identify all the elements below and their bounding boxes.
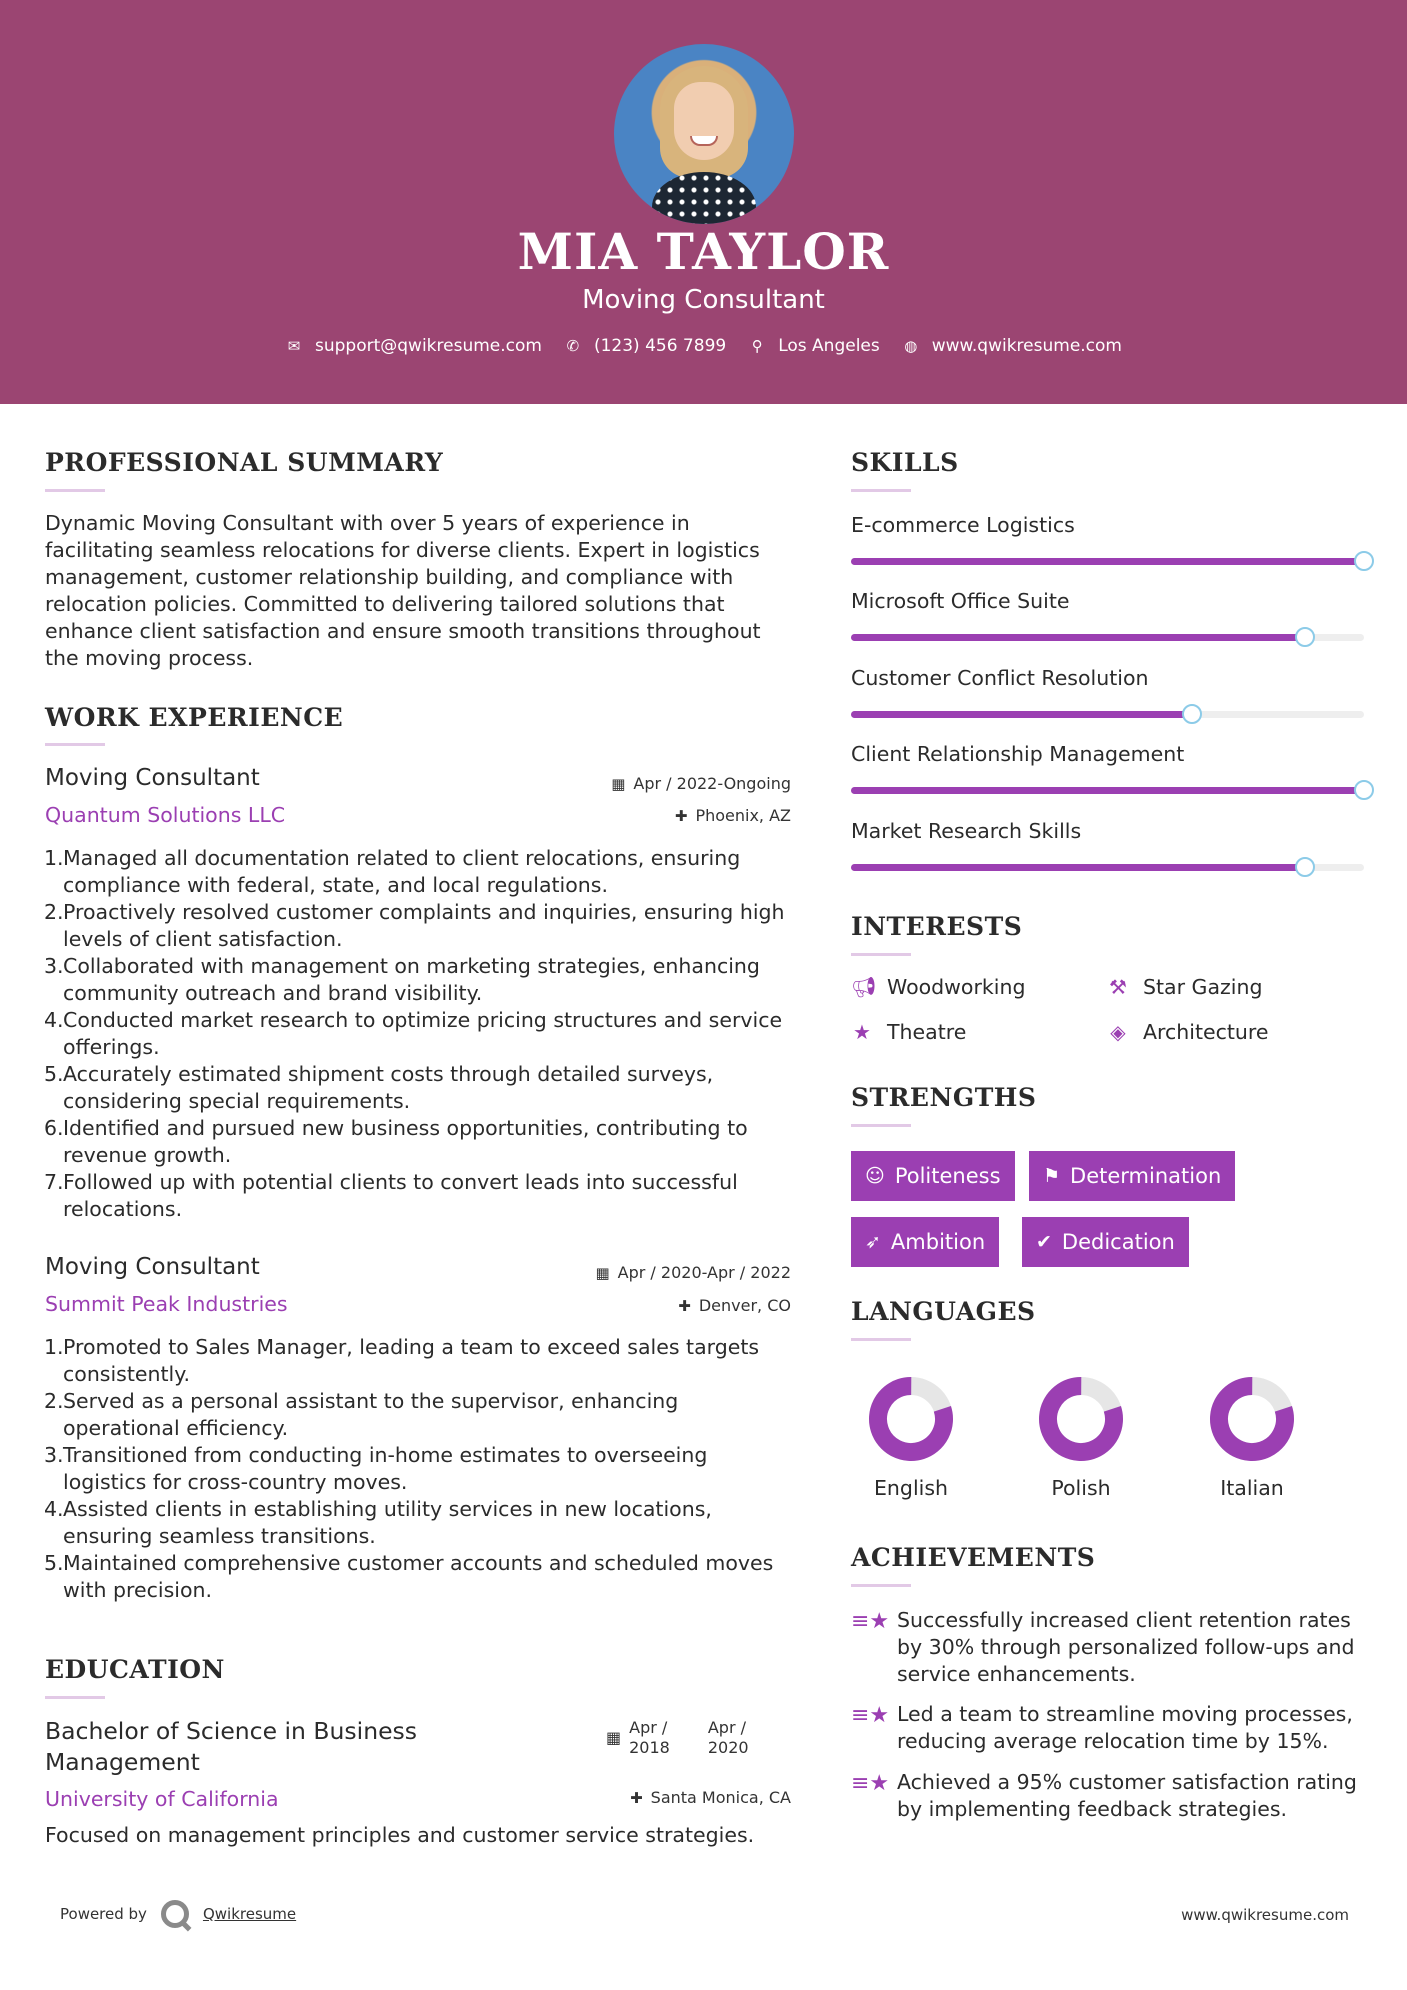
- list-item: 2. Served as a personal assistant to the supervisor, enhancing operational efficiency.: [44, 1389, 679, 1440]
- pushpin-icon: ✚: [674, 807, 688, 825]
- school-name: University of California: [45, 1787, 279, 1811]
- interest-item: ⚒ Star Gazing: [1107, 975, 1262, 999]
- section-divider: [851, 1338, 911, 1341]
- shooting-star-icon: ≡★: [851, 1771, 890, 1796]
- skill-bar: [851, 864, 1364, 871]
- strength-chip: ➶ Ambition: [851, 1217, 999, 1267]
- flag-icon: ⚑: [1043, 1165, 1061, 1187]
- languages-heading: LANGUAGES: [851, 1297, 1036, 1326]
- language-donut: [868, 1376, 954, 1462]
- list-item: 5. Accurately estimated shipment costs through detailed surveys, considering special requirements.: [44, 1062, 714, 1113]
- skill-knob: [1182, 704, 1202, 724]
- check-circle-icon: ✔: [1036, 1231, 1052, 1253]
- rocket-icon: ➶: [865, 1231, 881, 1253]
- summary-heading: PROFESSIONAL SUMMARY: [45, 448, 444, 477]
- company-name: Quantum Solutions LLC: [45, 803, 286, 827]
- language-donut: [1038, 1376, 1124, 1462]
- section-divider: [851, 1124, 911, 1127]
- education-heading: EDUCATION: [45, 1655, 225, 1684]
- degree-title: Bachelor of Science in Business Management: [45, 1717, 418, 1776]
- achievement-item: ≡★ Led a team to streamline moving processes, reducing average relocation time by 15%.: [851, 1702, 1353, 1753]
- pushpin-icon: ✚: [630, 1789, 643, 1807]
- job-location: ✚ Phoenix, AZ: [674, 806, 791, 825]
- job-title: Moving Consultant: [45, 1254, 260, 1280]
- achievement-item: ≡★ Achieved a 95% customer satisfaction rating by implementing feedback strategies.: [851, 1770, 1357, 1821]
- section-divider: [851, 953, 911, 956]
- candidate-title: Moving Consultant: [582, 285, 825, 315]
- education-dates: ▦ Apr / 2018 Apr / 2020: [606, 1718, 749, 1757]
- list-item: 4. Assisted clients in establishing utility services in new locations, ensuring seamless transitions.: [44, 1497, 712, 1548]
- strength-chip: ✔ Dedication: [1022, 1217, 1189, 1267]
- language-donut: [1209, 1376, 1295, 1462]
- interests-heading: INTERESTS: [851, 912, 1023, 941]
- megaphone-icon: 📢︎: [851, 975, 877, 999]
- contact-location: ⚲ Los Angeles: [748, 336, 880, 356]
- section-divider: [45, 489, 105, 492]
- list-item: 7. Followed up with potential clients to convert leads into successful relocations.: [44, 1170, 738, 1221]
- job-dates: ▦ Apr / 2022-Ongoing: [611, 774, 791, 793]
- contact-email[interactable]: ✉ support@qwikresume.com: [285, 336, 542, 356]
- list-item: 2. Proactively resolved customer complaints and inquiries, ensuring high levels of client satisfaction.: [44, 900, 785, 951]
- skill-knob: [1354, 780, 1374, 800]
- skill-knob: [1295, 857, 1315, 877]
- job-bullets: [45, 1334, 790, 1604]
- skill-bar: [851, 634, 1364, 641]
- profile-photo: [614, 44, 794, 224]
- list-item: 1. Promoted to Sales Manager, leading a team to exceed sales targets consistently.: [44, 1335, 760, 1386]
- skill-bar: [851, 787, 1364, 794]
- interest-item: ◈ Architecture: [1107, 1020, 1269, 1044]
- globe-icon: ◍: [904, 337, 918, 355]
- section-divider: [45, 743, 105, 746]
- language-item: [846, 1376, 976, 1500]
- interest-item: 📢︎ Woodworking: [851, 975, 1026, 999]
- calendar-icon: ▦: [611, 775, 626, 793]
- map-pin-icon: ⚲: [751, 337, 763, 355]
- brand-link[interactable]: Qwikresume: [202, 1905, 297, 1923]
- calendar-icon: ▦: [606, 1728, 622, 1747]
- star-icon: ★: [853, 1020, 871, 1044]
- skill-knob: [1354, 551, 1374, 571]
- skill-label: E-commerce Logistics: [851, 513, 1075, 537]
- list-item: 3. Transitioned from conducting in-home estimates to overseeing logistics for cross-country moves.: [44, 1443, 708, 1494]
- experience-heading: WORK EXPERIENCE: [45, 703, 344, 732]
- achievements-heading: ACHIEVEMENTS: [851, 1543, 1096, 1572]
- interest-item: ★ Theatre: [851, 1020, 966, 1044]
- list-item: 6. Identified and pursued new business opportunities, contributing to revenue growth.: [44, 1116, 748, 1167]
- education-location: ✚ Santa Monica, CA: [630, 1788, 791, 1807]
- summary-text: Dynamic Moving Consultant with over 5 years of experience in facilitating seamless relocations for diverse clients. Expert in logistics management, customer relationship building, and compliance with relocation policies. Committed to delivering tailored solutions that enhance client satisfaction and ensure smooth transitions throughout the moving process.: [45, 511, 761, 670]
- strength-chip: ⚑ Determination: [1029, 1151, 1235, 1201]
- skill-bar: [851, 711, 1364, 718]
- language-item: [1016, 1376, 1146, 1500]
- section-divider: [45, 1696, 105, 1699]
- pushpin-icon: ✚: [678, 1297, 691, 1315]
- resume-header: [0, 0, 1407, 404]
- job-title: Moving Consultant: [45, 765, 260, 791]
- strength-chip: ☺ Politeness: [851, 1151, 1015, 1201]
- qwikresume-logo-icon: [161, 1900, 189, 1928]
- skill-label: Market Research Skills: [851, 819, 1082, 843]
- language-label: Polish: [1051, 1476, 1111, 1500]
- skill-knob: [1295, 627, 1315, 647]
- gavel-icon: ⚒: [1109, 975, 1127, 999]
- candidate-name: MIA TAYLOR: [517, 222, 890, 281]
- calendar-icon: ▦: [595, 1264, 610, 1282]
- list-item: 4. Conducted market research to optimize pricing structures and service offerings.: [44, 1008, 783, 1059]
- contact-phone[interactable]: ✆ (123) 456 7899: [564, 336, 726, 356]
- skills-heading: SKILLS: [851, 448, 959, 477]
- list-item: 3. Collaborated with management on marketing strategies, enhancing community outreach and brand visibility.: [44, 954, 760, 1005]
- section-divider: [851, 489, 911, 492]
- language-item: [1187, 1376, 1317, 1500]
- phone-icon: ✆: [566, 337, 580, 355]
- strengths-heading: STRENGTHS: [851, 1083, 1037, 1112]
- skill-bar: [851, 558, 1364, 565]
- skill-label: Microsoft Office Suite: [851, 589, 1070, 613]
- footer-powered-by: Powered by Qwikresume: [60, 1900, 296, 1928]
- job-location: ✚ Denver, CO: [678, 1296, 791, 1315]
- skill-label: Customer Conflict Resolution: [851, 666, 1149, 690]
- list-item: 5. Maintained comprehensive customer accounts and scheduled moves with precision.: [44, 1551, 774, 1602]
- ticket-icon: ◈: [1110, 1020, 1126, 1044]
- language-label: English: [873, 1476, 949, 1500]
- shooting-star-icon: ≡★: [851, 1703, 890, 1728]
- section-divider: [851, 1584, 911, 1587]
- envelope-icon: ✉: [287, 337, 301, 355]
- contact-website[interactable]: ◍ www.qwikresume.com: [902, 336, 1122, 356]
- skill-label: Client Relationship Management: [851, 742, 1185, 766]
- education-description: Focused on management principles and customer service strategies.: [45, 1823, 755, 1847]
- list-item: 1. Managed all documentation related to client relocations, ensuring compliance with federal, state, and local regulations.: [44, 846, 741, 897]
- footer-website-link[interactable]: www.qwikresume.com: [1181, 1906, 1349, 1924]
- language-label: Italian: [1220, 1476, 1284, 1500]
- company-name: Summit Peak Industries: [45, 1292, 288, 1316]
- contact-bar: [0, 336, 1407, 356]
- achievement-item: ≡★ Successfully increased client retention rates by 30% through personalized follow-ups and service enhancements.: [851, 1608, 1355, 1686]
- job-dates: ▦ Apr / 2020-Apr / 2022: [595, 1263, 791, 1282]
- smile-icon: ☺: [865, 1165, 885, 1187]
- job-bullets: [45, 845, 790, 1223]
- shooting-star-icon: ≡★: [851, 1609, 890, 1634]
